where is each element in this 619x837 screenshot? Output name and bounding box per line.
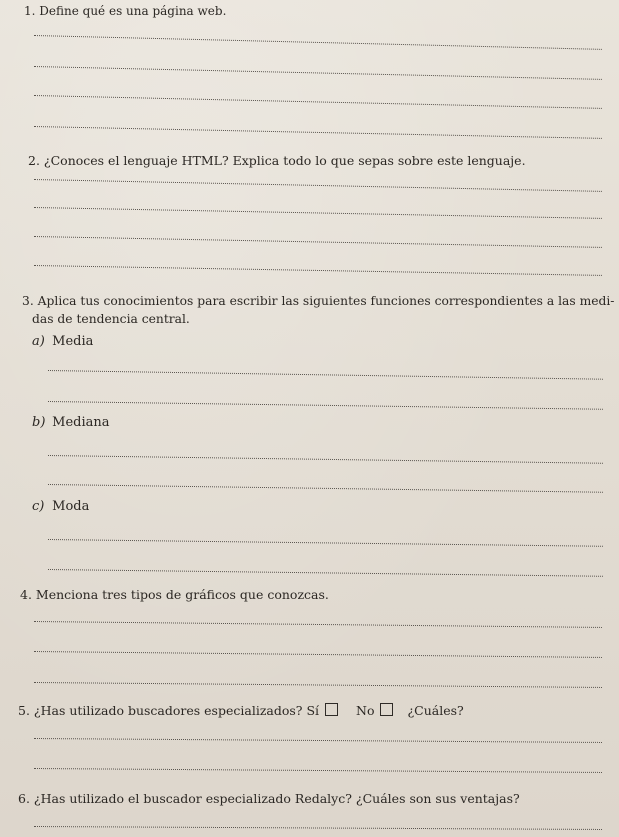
answer-line[interactable] [34,826,602,830]
answer-line[interactable] [34,682,602,688]
q3-item-letter: a) [32,334,45,349]
q3-item-moda [32,499,89,515]
question-6: 6. ¿Has utilizado el buscador especializado Redalyc? ¿Cuáles son sus ventajas? [18,791,520,806]
question-3-line-1: 3. Aplica tus conocimientos para escribir las siguientes funciones correspondientes a las medi- [22,294,615,308]
answer-line[interactable] [34,768,602,773]
answer-line[interactable] [34,35,602,50]
answer-line[interactable] [48,539,603,547]
si-checkbox[interactable] [325,703,338,716]
answer-line[interactable] [34,236,602,248]
q3-item-letter: b) [32,415,46,430]
no-checkbox[interactable] [380,703,393,716]
answer-line[interactable] [48,569,603,577]
question-4: 4. Menciona tres tipos de gráficos que conozcas. [20,587,329,602]
answer-line[interactable] [48,370,603,380]
q3-item-media [32,334,93,350]
no-label: No [356,703,375,718]
cuales-label: ¿Cuáles? [407,703,464,718]
answer-line[interactable] [34,738,602,743]
answer-line[interactable] [34,207,602,219]
answer-line[interactable] [34,95,602,109]
question-5 [18,703,464,719]
q3-item-label: Mediana [52,415,110,430]
question-3-line-2: das de tendencia central. [32,312,190,326]
q3-item-letter: c) [32,499,45,514]
answer-line[interactable] [48,455,603,464]
answer-line[interactable] [34,265,602,276]
answer-line[interactable] [34,621,602,628]
answer-line[interactable] [34,126,602,139]
q3-item-mediana [32,415,110,431]
answer-line[interactable] [48,484,603,493]
answer-line[interactable] [48,401,603,410]
q3-item-label: Moda [52,499,90,514]
question-2: 2. ¿Conoces el lenguaje HTML? Explica todo lo que sepas sobre este lenguaje. [28,153,526,168]
answer-line[interactable] [34,179,602,192]
answer-line[interactable] [34,651,602,658]
answer-line[interactable] [34,66,602,80]
question-5-text: 5. ¿Has utilizado buscadores especializados? Sí [18,703,320,718]
question-1: 1. Define qué es una página web. [24,4,227,18]
q3-item-label: Media [52,334,94,349]
